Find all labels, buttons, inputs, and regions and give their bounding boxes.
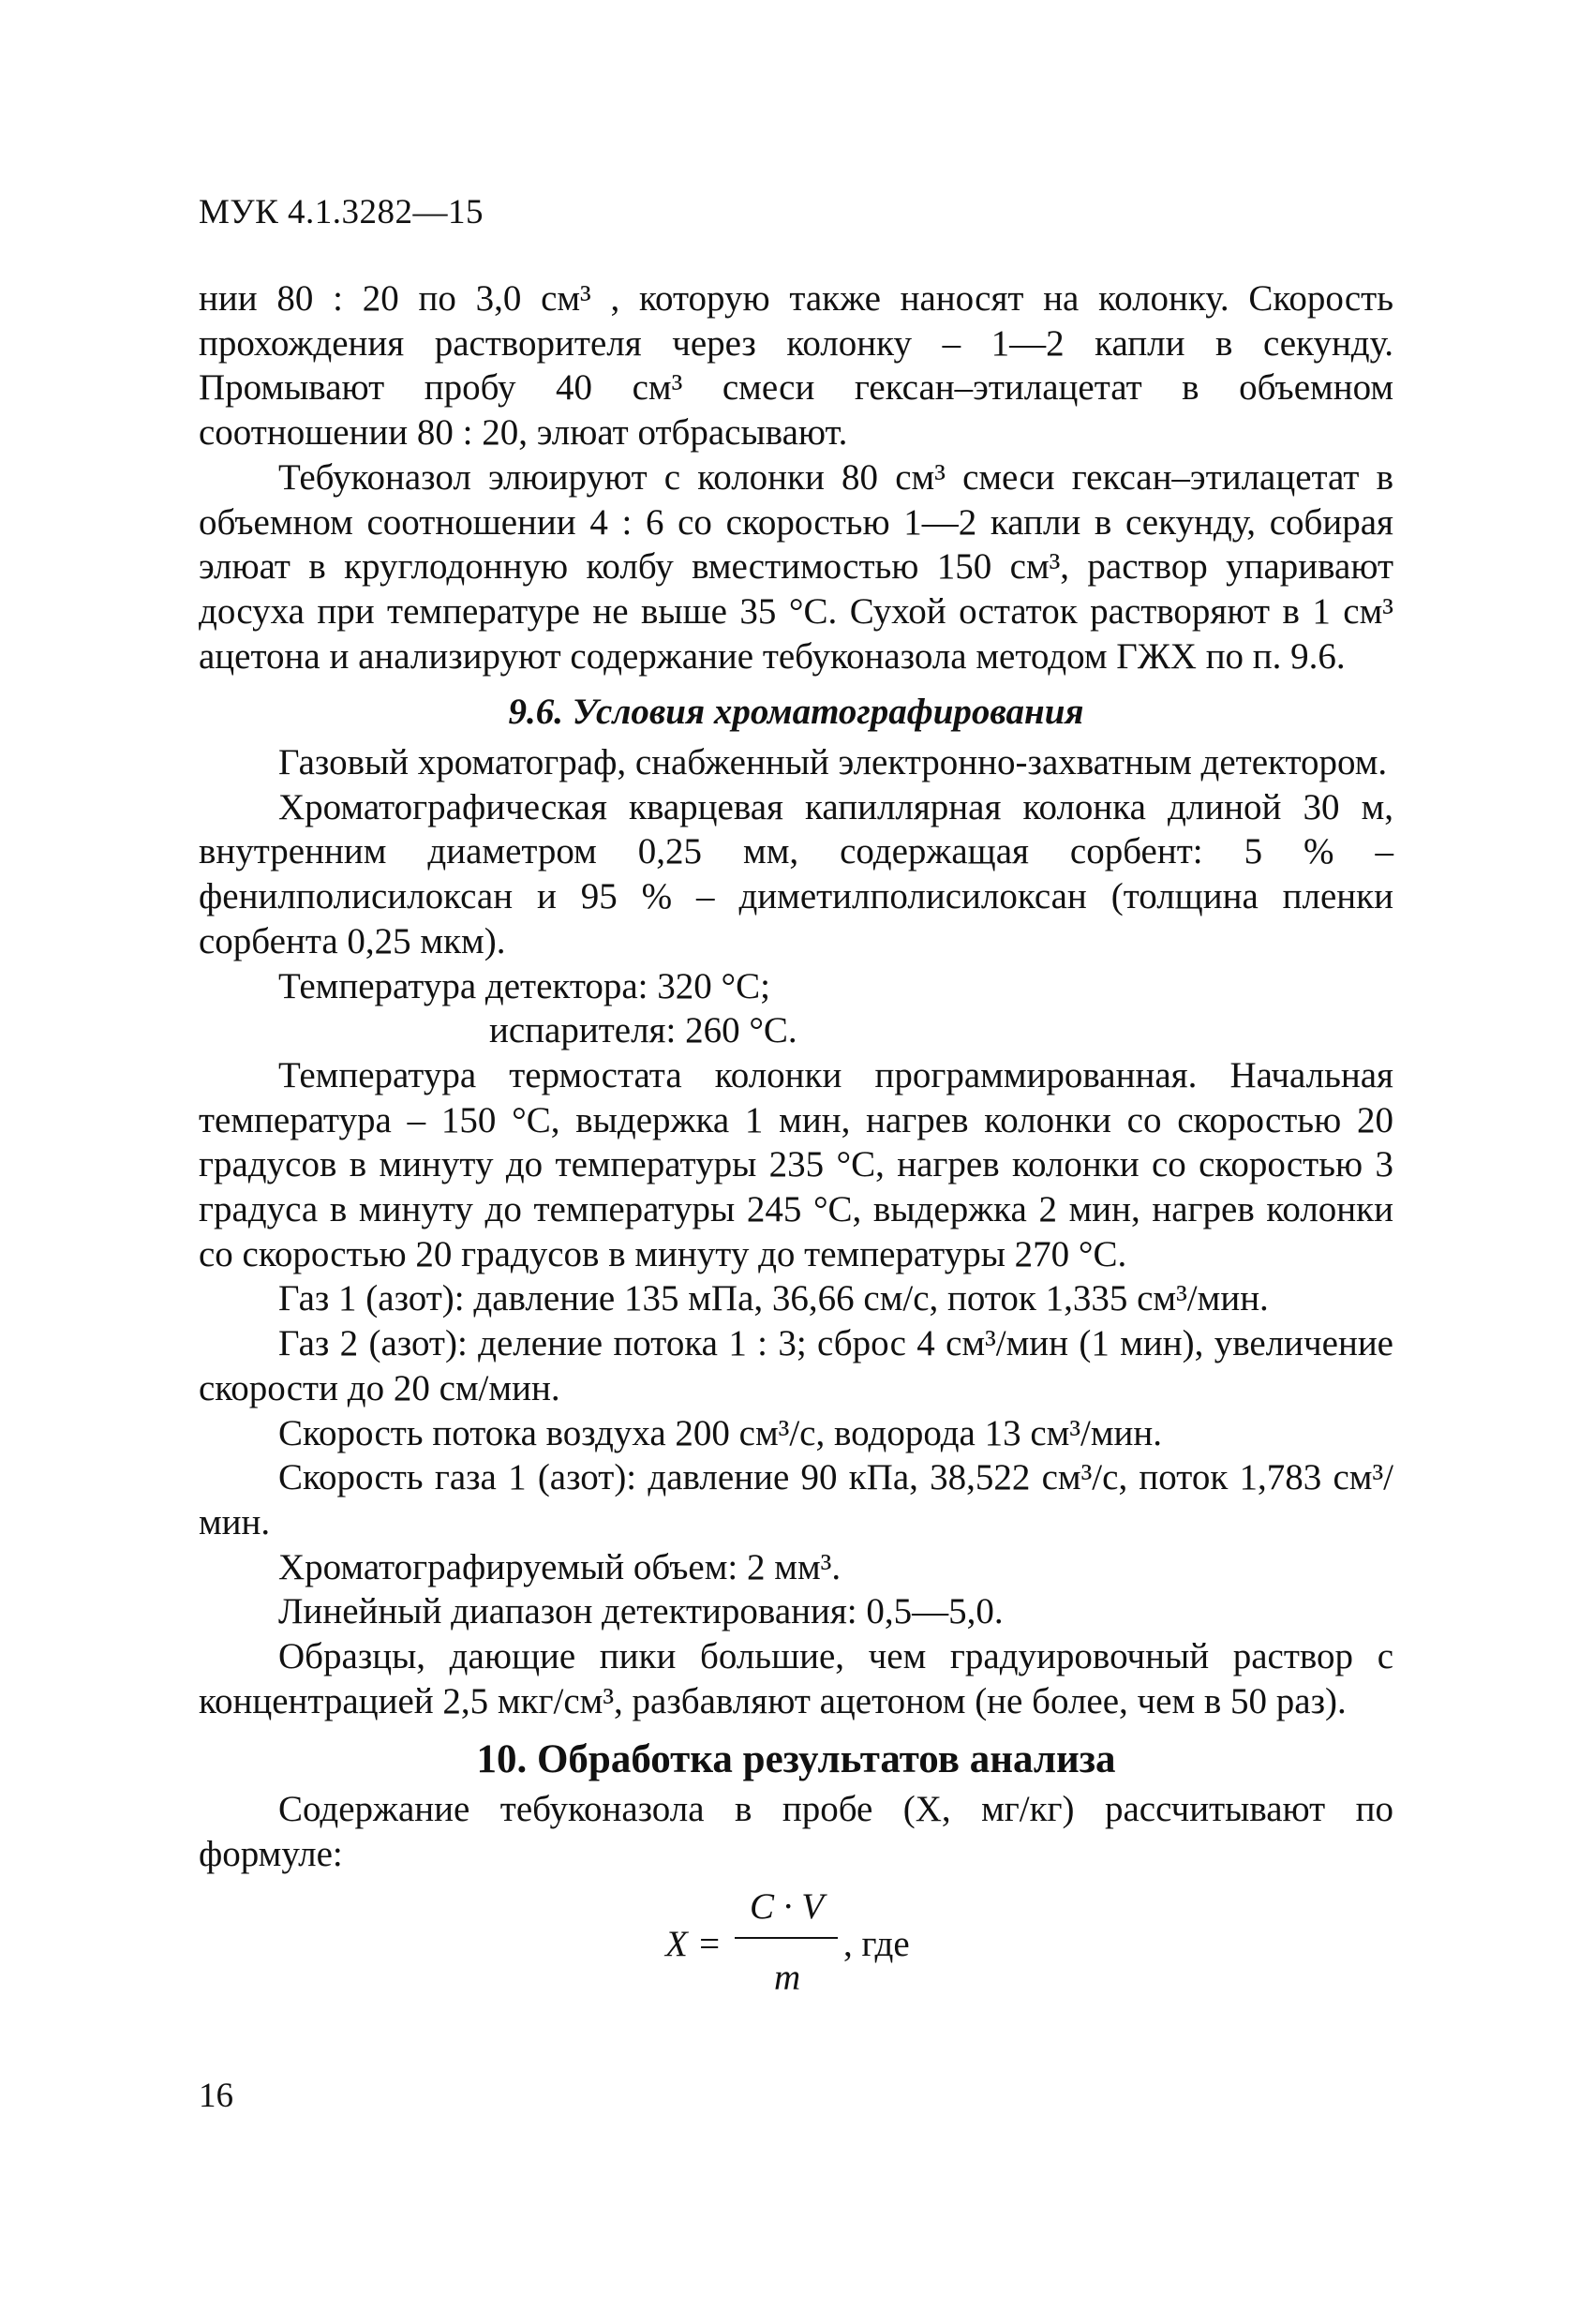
- injection-volume-line: Хроматографируемый объем: 2 мм³.: [278, 1546, 842, 1587]
- air-hydrogen-flow-line: Скорость потока воздуха 200 см³/с, водорода 13 см³/мин.: [278, 1412, 1163, 1453]
- gas1-speed-line: Скорость газа 1 (азот): давление 90 кПа, 38,522 см³/с, поток 1,783 см³/мин.: [199, 1457, 1393, 1542]
- column-line: Хроматографическая кварцевая капиллярная колонка длиной 30 м, внутренним диаметром 0,25 мм, содержащая сорбент: 5 % – фенилполисилоксан и 95 % – диметилполисилоксан (толщина пленки сорбента 0,25 мкм).: [199, 786, 1393, 961]
- running-header: МУК 4.1.3282—15: [199, 193, 484, 231]
- section-9-6-heading: 9.6. Условия хроматографирования: [508, 692, 1084, 733]
- linear-range-line: Линейный диапазон детектирования: 0,5—5,0.: [278, 1591, 1004, 1632]
- dilution-line: Образцы, дающие пики большие, чем градуировочный раствор с концентрацией 2,5 мкг/см³, разбавляют ацетоном (не более, чем в 50 раз).: [199, 1636, 1393, 1721]
- chromatograph-line: Газовый хроматограф, снабженный электронно-захватным детектором.: [278, 742, 1388, 783]
- detector-temperature-line: Температура детектора: 320 °С;: [278, 965, 770, 1006]
- fraction-bar: [735, 1937, 838, 1939]
- formula-intro: Содержание тебуконазола в пробе (X, мг/кг) рассчитывают по формуле:: [199, 1789, 1393, 1874]
- formula-denominator: m: [774, 1957, 801, 1998]
- page-number: 16: [199, 2077, 233, 2115]
- paragraph-elution: Тебуконазол элюируют с колонки 80 см³ смеси гексан–этилацетат в объемном соотношении 4 : 6 со скоростью 1—2 капли в секунду, собирая элюат в круглодонную колбу вместимостью 150 см³, раствор упаривают досуха при температуре не выше 35 °С. Сухой остаток растворяют в 1 см³ ацетона и анализируют содержание тебуконазола методом ГЖХ по п. 9.6.: [199, 456, 1393, 677]
- formula: [199, 1883, 1393, 2004]
- thermostat-program-line: Температура термостата колонки программированная. Начальная температура – 150 °С, выдержка 1 мин, нагрев колонки со скоростью 20 градусов в минуту до температуры 235 °С, нагрев колонки со скоростью 3 градуса в минуту до температуры 245 °С, выдержка 2 мин, нагрев колонки со скоростью 20 градусов в минуту до температуры 270 °С.: [199, 1054, 1393, 1274]
- formula-tail: , где: [843, 1923, 910, 1964]
- formula-numerator: C · V: [750, 1885, 825, 1927]
- section-10-heading: 10. Обработка результатов анализа: [476, 1736, 1116, 1781]
- gas1-line: Газ 1 (азот): давление 135 мПа, 36,66 см/с, поток 1,335 см³/мин.: [278, 1278, 1269, 1319]
- paragraph-continuation: нии 80 : 20 по 3,0 см³ , которую также наносят на колонку. Скорость прохождения растворителя через колонку – 1—2 капли в секунду. Промывают пробу 40 см³ смеси гексан–этилацетат в объемном соотношении 80 : 20, элюат отбрасывают.: [199, 278, 1393, 454]
- formula-lhs: X =: [665, 1923, 722, 1964]
- evaporator-temperature-line: испарителя: 260 °С.: [489, 1010, 797, 1051]
- gas2-line: Газ 2 (азот): деление потока 1 : 3; сброс 4 см³/мин (1 мин), увеличение скорости до 20 см/мин.: [199, 1323, 1393, 1408]
- page-body: [199, 276, 1393, 2004]
